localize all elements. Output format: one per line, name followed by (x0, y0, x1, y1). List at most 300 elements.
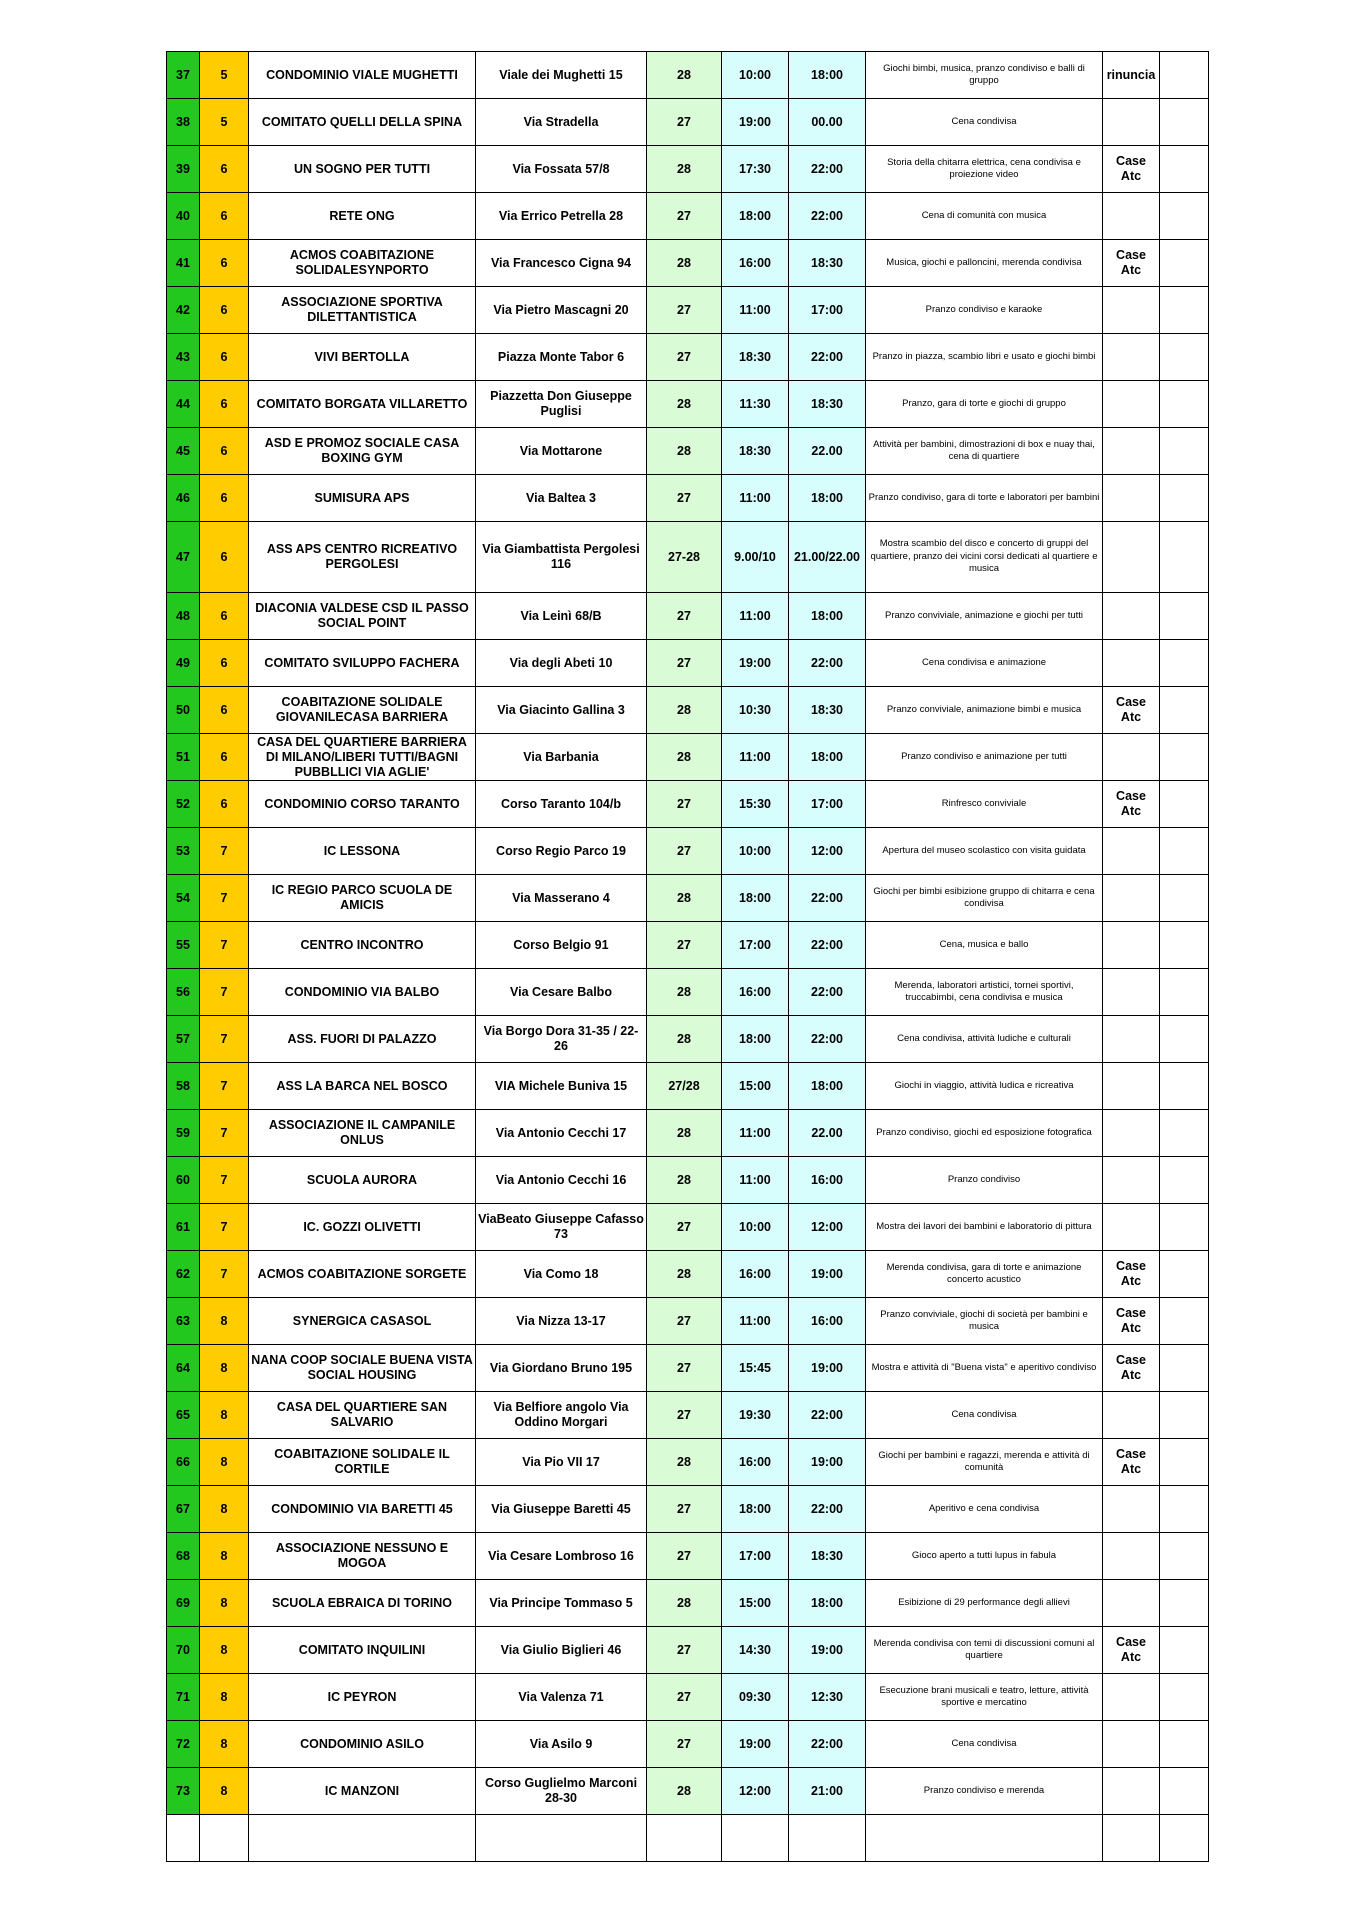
extra-cell (1160, 1439, 1209, 1486)
district-number: 5 (200, 52, 249, 99)
end-time: 22:00 (789, 1721, 866, 1768)
start-time: 16:00 (722, 1439, 789, 1486)
district-number: 8 (200, 1345, 249, 1392)
event-note (1103, 1110, 1160, 1157)
table-row (167, 1298, 1209, 1345)
event-note (1103, 287, 1160, 334)
event-address: ViaBeato Giuseppe Cafasso 73 (476, 1204, 647, 1251)
table-row (167, 875, 1209, 922)
event-description: Cena, musica e ballo (866, 922, 1103, 969)
event-address: Piazzetta Don Giuseppe Puglisi (476, 381, 647, 428)
row-number: 53 (167, 828, 200, 875)
event-description: Cena condivisa (866, 99, 1103, 146)
event-day: 28 (647, 146, 722, 193)
table-row (167, 1580, 1209, 1627)
end-time: 22:00 (789, 146, 866, 193)
event-day: 27 (647, 1721, 722, 1768)
start-time: 10:00 (722, 1204, 789, 1251)
start-time: 10:00 (722, 828, 789, 875)
organizer-name: CONDOMINIO VIALE MUGHETTI (249, 52, 476, 99)
organizer-name: CASA DEL QUARTIERE SAN SALVARIO (249, 1392, 476, 1439)
event-day: 28 (647, 1439, 722, 1486)
end-time: 17:00 (789, 781, 866, 828)
extra-cell (1160, 593, 1209, 640)
row-number: 59 (167, 1110, 200, 1157)
event-day: 28 (647, 687, 722, 734)
event-day: 28 (647, 428, 722, 475)
start-time: 11:00 (722, 1157, 789, 1204)
start-time: 17:30 (722, 146, 789, 193)
row-number: 67 (167, 1486, 200, 1533)
event-note (1103, 593, 1160, 640)
organizer-name: SYNERGICA CASASOL (249, 1298, 476, 1345)
event-note (1103, 875, 1160, 922)
extra-cell (1160, 922, 1209, 969)
empty-row (167, 1815, 1209, 1862)
event-note (1103, 1204, 1160, 1251)
start-time: 16:00 (722, 1251, 789, 1298)
row-number: 71 (167, 1674, 200, 1721)
end-time: 18:00 (789, 52, 866, 99)
row-number: 45 (167, 428, 200, 475)
end-time: 19:00 (789, 1345, 866, 1392)
extra-cell (1160, 1721, 1209, 1768)
row-number: 70 (167, 1627, 200, 1674)
start-time: 12:00 (722, 1768, 789, 1815)
event-day: 28 (647, 240, 722, 287)
event-description: Merenda, laboratori artistici, tornei sportivi, truccabimbi, cena condivisa e musica (866, 969, 1103, 1016)
table-row (167, 381, 1209, 428)
event-note (1103, 922, 1160, 969)
event-description: Giochi in viaggio, attività ludica e ricreativa (866, 1063, 1103, 1110)
end-time: 18:30 (789, 381, 866, 428)
district-number: 6 (200, 287, 249, 334)
district-number: 6 (200, 593, 249, 640)
event-day: 28 (647, 1016, 722, 1063)
table-row (167, 52, 1209, 99)
extra-cell (1160, 428, 1209, 475)
empty-cell (249, 1815, 476, 1862)
extra-cell (1160, 828, 1209, 875)
district-number: 7 (200, 1063, 249, 1110)
event-description: Pranzo conviviale, animazione bimbi e musica (866, 687, 1103, 734)
event-day: 28 (647, 52, 722, 99)
table-row (167, 1439, 1209, 1486)
event-note (1103, 1533, 1160, 1580)
end-time: 22:00 (789, 875, 866, 922)
table-row (167, 1627, 1209, 1674)
event-note (1103, 1392, 1160, 1439)
district-number: 6 (200, 687, 249, 734)
table-row (167, 593, 1209, 640)
organizer-name: IC LESSONA (249, 828, 476, 875)
table-row (167, 1533, 1209, 1580)
event-description: Cena di comunità con musica (866, 193, 1103, 240)
row-number: 47 (167, 522, 200, 593)
extra-cell (1160, 734, 1209, 781)
district-number: 8 (200, 1580, 249, 1627)
end-time: 18:30 (789, 1533, 866, 1580)
event-address: Via Pietro Mascagni 20 (476, 287, 647, 334)
event-description: Cena condivisa, attività ludiche e culturali (866, 1016, 1103, 1063)
event-description: Aperitivo e cena condivisa (866, 1486, 1103, 1533)
table-row (167, 1345, 1209, 1392)
event-description: Giochi bimbi, musica, pranzo condiviso e balli di gruppo (866, 52, 1103, 99)
event-address: Via Giacinto Gallina 3 (476, 687, 647, 734)
organizer-name: ASSOCIAZIONE SPORTIVA DILETTANTISTICA (249, 287, 476, 334)
row-number: 68 (167, 1533, 200, 1580)
table-row (167, 99, 1209, 146)
end-time: 21:00 (789, 1768, 866, 1815)
event-day: 27 (647, 1392, 722, 1439)
event-note (1103, 1486, 1160, 1533)
event-address: Via Antonio Cecchi 17 (476, 1110, 647, 1157)
event-note: Case Atc (1103, 1627, 1160, 1674)
end-time: 22:00 (789, 193, 866, 240)
end-time: 22:00 (789, 1392, 866, 1439)
table-row (167, 1768, 1209, 1815)
start-time: 17:00 (722, 1533, 789, 1580)
event-note (1103, 1768, 1160, 1815)
event-day: 28 (647, 734, 722, 781)
start-time: 9.00/10 (722, 522, 789, 593)
event-day: 27 (647, 99, 722, 146)
start-time: 11:00 (722, 1298, 789, 1345)
district-number: 6 (200, 522, 249, 593)
extra-cell (1160, 240, 1209, 287)
organizer-name: CASA DEL QUARTIERE BARRIERA DI MILANO/LIBERI TUTTI/BAGNI PUBBLLICI VIA AGLIE' (249, 734, 476, 781)
row-number: 49 (167, 640, 200, 687)
event-address: Via Nizza 13-17 (476, 1298, 647, 1345)
event-description: Pranzo conviviale, animazione e giochi per tutti (866, 593, 1103, 640)
extra-cell (1160, 687, 1209, 734)
event-note (1103, 969, 1160, 1016)
start-time: 19:00 (722, 99, 789, 146)
row-number: 61 (167, 1204, 200, 1251)
district-number: 6 (200, 640, 249, 687)
event-day: 28 (647, 969, 722, 1016)
table-row (167, 922, 1209, 969)
row-number: 52 (167, 781, 200, 828)
event-note (1103, 428, 1160, 475)
event-day: 27 (647, 1674, 722, 1721)
event-description: Mostra e attività di "Buena vista" e aperitivo condiviso (866, 1345, 1103, 1392)
table-row (167, 1110, 1209, 1157)
end-time: 22:00 (789, 334, 866, 381)
end-time: 22.00 (789, 428, 866, 475)
extra-cell (1160, 1157, 1209, 1204)
district-number: 6 (200, 193, 249, 240)
end-time: 21.00/22.00 (789, 522, 866, 593)
start-time: 19:00 (722, 1721, 789, 1768)
event-address: Via Baltea 3 (476, 475, 647, 522)
table-row (167, 522, 1209, 593)
row-number: 40 (167, 193, 200, 240)
end-time: 12:00 (789, 1204, 866, 1251)
extra-cell (1160, 1392, 1209, 1439)
empty-cell (1103, 1815, 1160, 1862)
organizer-name: IC REGIO PARCO SCUOLA DE AMICIS (249, 875, 476, 922)
row-number: 69 (167, 1580, 200, 1627)
row-number: 42 (167, 287, 200, 334)
event-address: Via Valenza 71 (476, 1674, 647, 1721)
event-day: 27-28 (647, 522, 722, 593)
event-address: Via Leinì 68/B (476, 593, 647, 640)
start-time: 11:00 (722, 287, 789, 334)
event-note: Case Atc (1103, 1345, 1160, 1392)
event-day: 27 (647, 1204, 722, 1251)
district-number: 6 (200, 146, 249, 193)
end-time: 18:30 (789, 240, 866, 287)
district-number: 6 (200, 475, 249, 522)
event-address: Corso Belgio 91 (476, 922, 647, 969)
event-note: rinuncia (1103, 52, 1160, 99)
end-time: 18:00 (789, 475, 866, 522)
row-number: 57 (167, 1016, 200, 1063)
extra-cell (1160, 475, 1209, 522)
organizer-name: ASS. FUORI DI PALAZZO (249, 1016, 476, 1063)
event-day: 27 (647, 334, 722, 381)
district-number: 7 (200, 922, 249, 969)
event-address: Via degli Abeti 10 (476, 640, 647, 687)
extra-cell (1160, 334, 1209, 381)
organizer-name: ASSOCIAZIONE NESSUNO E MOGOA (249, 1533, 476, 1580)
event-description: Cena condivisa e animazione (866, 640, 1103, 687)
event-day: 27 (647, 475, 722, 522)
organizer-name: ACMOS COABITAZIONE SOLIDALESYNPORTO (249, 240, 476, 287)
empty-cell (476, 1815, 647, 1862)
event-note (1103, 1157, 1160, 1204)
event-description: Pranzo, gara di torte e giochi di gruppo (866, 381, 1103, 428)
start-time: 11:00 (722, 1110, 789, 1157)
event-day: 27 (647, 1533, 722, 1580)
organizer-name: ACMOS COABITAZIONE SORGETE (249, 1251, 476, 1298)
event-description: Pranzo condiviso e karaoke (866, 287, 1103, 334)
event-note: Case Atc (1103, 240, 1160, 287)
event-note (1103, 475, 1160, 522)
end-time: 17:00 (789, 287, 866, 334)
extra-cell (1160, 1298, 1209, 1345)
event-description: Pranzo condiviso e merenda (866, 1768, 1103, 1815)
district-number: 6 (200, 334, 249, 381)
row-number: 66 (167, 1439, 200, 1486)
event-day: 28 (647, 1251, 722, 1298)
extra-cell (1160, 99, 1209, 146)
event-description: Esecuzione brani musicali e teatro, letture, attività sportive e mercatino (866, 1674, 1103, 1721)
event-address: Via Asilo 9 (476, 1721, 647, 1768)
organizer-name: SCUOLA EBRAICA DI TORINO (249, 1580, 476, 1627)
district-number: 7 (200, 1251, 249, 1298)
start-time: 18:30 (722, 428, 789, 475)
table-row (167, 428, 1209, 475)
organizer-name: COABITAZIONE SOLIDALE IL CORTILE (249, 1439, 476, 1486)
start-time: 09:30 (722, 1674, 789, 1721)
extra-cell (1160, 287, 1209, 334)
district-number: 8 (200, 1721, 249, 1768)
row-number: 60 (167, 1157, 200, 1204)
empty-cell (647, 1815, 722, 1862)
organizer-name: IC PEYRON (249, 1674, 476, 1721)
district-number: 8 (200, 1627, 249, 1674)
extra-cell (1160, 1063, 1209, 1110)
event-day: 28 (647, 1157, 722, 1204)
end-time: 18:00 (789, 1063, 866, 1110)
organizer-name: ASD E PROMOZ SOCIALE CASA BOXING GYM (249, 428, 476, 475)
organizer-name: CONDOMINIO CORSO TARANTO (249, 781, 476, 828)
organizer-name: CONDOMINIO ASILO (249, 1721, 476, 1768)
event-day: 27 (647, 1298, 722, 1345)
event-description: Giochi per bambini e ragazzi, merenda e attività di comunità (866, 1439, 1103, 1486)
start-time: 11:00 (722, 593, 789, 640)
event-description: Apertura del museo scolastico con visita guidata (866, 828, 1103, 875)
event-note (1103, 193, 1160, 240)
row-number: 73 (167, 1768, 200, 1815)
table-row (167, 1157, 1209, 1204)
event-day: 27 (647, 922, 722, 969)
event-description: Cena condivisa (866, 1721, 1103, 1768)
event-address: Corso Taranto 104/b (476, 781, 647, 828)
event-day: 27 (647, 193, 722, 240)
event-address: Via Barbania (476, 734, 647, 781)
row-number: 43 (167, 334, 200, 381)
district-number: 7 (200, 1016, 249, 1063)
district-number: 8 (200, 1486, 249, 1533)
organizer-name: RETE ONG (249, 193, 476, 240)
row-number: 58 (167, 1063, 200, 1110)
event-note (1103, 334, 1160, 381)
organizer-name: SCUOLA AURORA (249, 1157, 476, 1204)
event-address: Via Giordano Bruno 195 (476, 1345, 647, 1392)
organizer-name: ASS APS CENTRO RICREATIVO PERGOLESI (249, 522, 476, 593)
extra-cell (1160, 381, 1209, 428)
event-description: Gioco aperto a tutti lupus in fabula (866, 1533, 1103, 1580)
district-number: 5 (200, 99, 249, 146)
start-time: 16:00 (722, 240, 789, 287)
district-number: 6 (200, 734, 249, 781)
extra-cell (1160, 875, 1209, 922)
start-time: 11:30 (722, 381, 789, 428)
event-address: Via Giambattista Pergolesi 116 (476, 522, 647, 593)
start-time: 18:00 (722, 1016, 789, 1063)
organizer-name: CONDOMINIO VIA BARETTI 45 (249, 1486, 476, 1533)
start-time: 16:00 (722, 969, 789, 1016)
event-address: Via Giuseppe Baretti 45 (476, 1486, 647, 1533)
extra-cell (1160, 1768, 1209, 1815)
row-number: 48 (167, 593, 200, 640)
extra-cell (1160, 1533, 1209, 1580)
table-row (167, 828, 1209, 875)
organizer-name: IC MANZONI (249, 1768, 476, 1815)
start-time: 18:00 (722, 875, 789, 922)
event-note (1103, 1580, 1160, 1627)
extra-cell (1160, 1674, 1209, 1721)
district-number: 8 (200, 1768, 249, 1815)
event-note (1103, 1016, 1160, 1063)
row-number: 44 (167, 381, 200, 428)
event-description: Merenda condivisa, gara di torte e animazione concerto acustico (866, 1251, 1103, 1298)
extra-cell (1160, 1345, 1209, 1392)
table-row (167, 1721, 1209, 1768)
district-number: 7 (200, 828, 249, 875)
end-time: 18:30 (789, 687, 866, 734)
event-address: Viale dei Mughetti 15 (476, 52, 647, 99)
extra-cell (1160, 1486, 1209, 1533)
event-address: Via Giulio Biglieri 46 (476, 1627, 647, 1674)
event-note: Case Atc (1103, 1298, 1160, 1345)
empty-cell (722, 1815, 789, 1862)
table-row (167, 193, 1209, 240)
event-description: Giochi per bimbi esibizione gruppo di chitarra e cena condivisa (866, 875, 1103, 922)
end-time: 22:00 (789, 1016, 866, 1063)
start-time: 17:00 (722, 922, 789, 969)
district-number: 8 (200, 1533, 249, 1580)
end-time: 18:00 (789, 593, 866, 640)
event-description: Attività per bambini, dimostrazioni di box e nuay thai, cena di quartiere (866, 428, 1103, 475)
organizer-name: COMITATO SVILUPPO FACHERA (249, 640, 476, 687)
table-row (167, 1204, 1209, 1251)
table-row (167, 734, 1209, 781)
district-number: 7 (200, 875, 249, 922)
event-description: Pranzo condiviso, gara di torte e laboratori per bambini (866, 475, 1103, 522)
extra-cell (1160, 193, 1209, 240)
district-number: 6 (200, 381, 249, 428)
table-row (167, 287, 1209, 334)
organizer-name: SUMISURA APS (249, 475, 476, 522)
event-day: 27 (647, 781, 722, 828)
organizer-name: ASS LA BARCA NEL BOSCO (249, 1063, 476, 1110)
row-number: 72 (167, 1721, 200, 1768)
row-number: 63 (167, 1298, 200, 1345)
extra-cell (1160, 781, 1209, 828)
event-address: Via Antonio Cecchi 16 (476, 1157, 647, 1204)
event-address: Piazza Monte Tabor 6 (476, 334, 647, 381)
row-number: 51 (167, 734, 200, 781)
event-address: Via Como 18 (476, 1251, 647, 1298)
empty-cell (1160, 1815, 1209, 1862)
table-row (167, 1251, 1209, 1298)
extra-cell (1160, 1580, 1209, 1627)
start-time: 18:00 (722, 1486, 789, 1533)
event-day: 27/28 (647, 1063, 722, 1110)
event-description: Esibizione di 29 performance degli allievi (866, 1580, 1103, 1627)
event-description: Pranzo conviviale, giochi di società per bambini e musica (866, 1298, 1103, 1345)
extra-cell (1160, 1627, 1209, 1674)
event-address: Via Francesco Cigna 94 (476, 240, 647, 287)
row-number: 55 (167, 922, 200, 969)
organizer-name: COMITATO QUELLI DELLA SPINA (249, 99, 476, 146)
organizer-name: UN SOGNO PER TUTTI (249, 146, 476, 193)
start-time: 15:45 (722, 1345, 789, 1392)
event-address: Via Cesare Balbo (476, 969, 647, 1016)
event-day: 27 (647, 287, 722, 334)
district-number: 7 (200, 1110, 249, 1157)
events-table-body (167, 52, 1209, 1862)
event-address: Via Principe Tommaso 5 (476, 1580, 647, 1627)
table-row (167, 1674, 1209, 1721)
district-number: 6 (200, 240, 249, 287)
end-time: 00.00 (789, 99, 866, 146)
event-day: 27 (647, 593, 722, 640)
end-time: 22:00 (789, 969, 866, 1016)
event-address: Via Belfiore angolo Via Oddino Morgari (476, 1392, 647, 1439)
event-description: Mostra scambio del disco e concerto di gruppi del quartiere, pranzo dei vicini corsi dedicati al quartiere e musica (866, 522, 1103, 593)
event-description: Pranzo condiviso (866, 1157, 1103, 1204)
table-row (167, 640, 1209, 687)
extra-cell (1160, 1016, 1209, 1063)
start-time: 15:00 (722, 1063, 789, 1110)
event-day: 28 (647, 1768, 722, 1815)
district-number: 7 (200, 1204, 249, 1251)
